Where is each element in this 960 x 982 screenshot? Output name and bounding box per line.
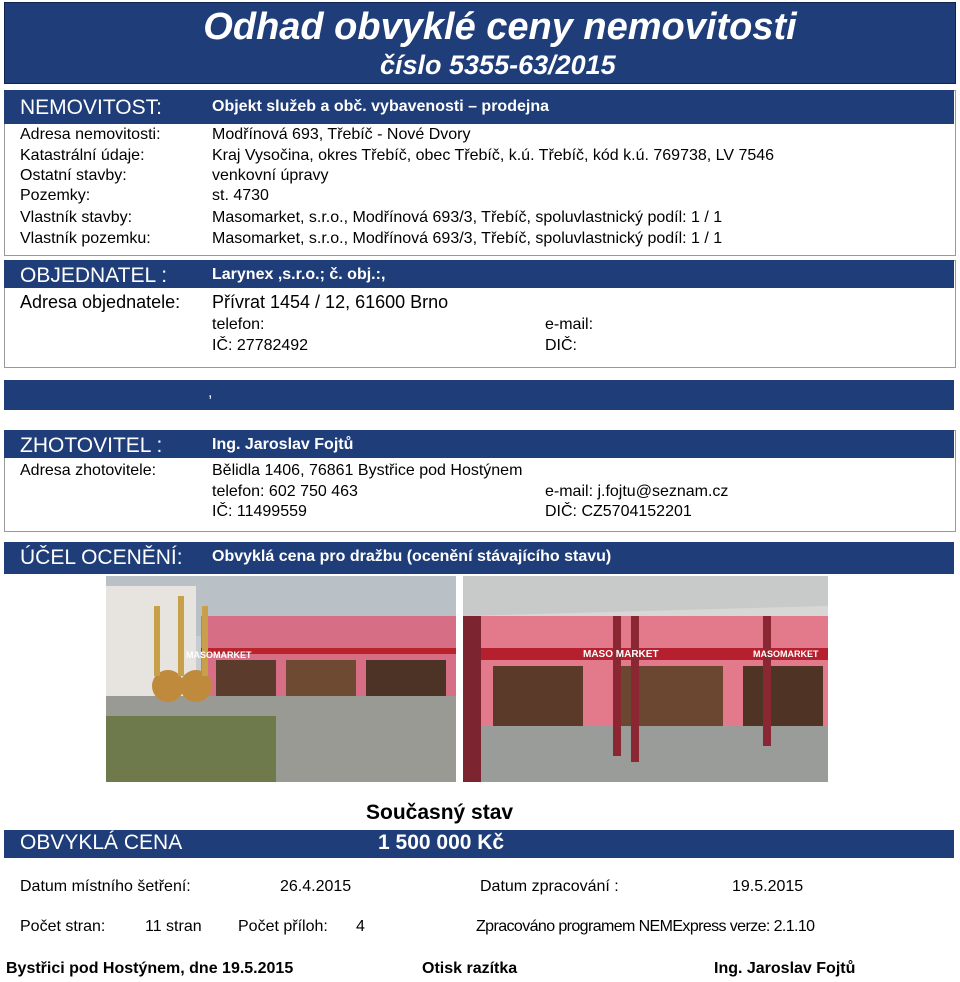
orderer-heading: OBJEDNATEL : <box>20 264 168 287</box>
orderer-phone: telefon: <box>212 316 265 333</box>
maker-ic: IČ: 11499559 <box>212 503 307 520</box>
photo-right <box>463 576 828 782</box>
property-type: Objekt služeb a obč. vybavenosti – prodejna <box>212 98 549 115</box>
photo-left <box>106 576 456 782</box>
property-label: Vlastník pozemku: <box>20 230 151 247</box>
orderer-address-label: Adresa objednatele: <box>20 292 181 312</box>
photo-sign: MASOMARKET <box>753 649 819 659</box>
property-value: st. 4730 <box>212 187 269 204</box>
purpose-heading: ÚČEL OCENĚNÍ: <box>20 546 183 569</box>
maker-email: e-mail: j.fojtu@seznam.cz <box>545 483 729 500</box>
stamp-label: Otisk razítka <box>422 960 518 977</box>
orderer-dic: DIČ: <box>545 337 577 354</box>
maker-phone: telefon: 602 750 463 <box>212 483 358 500</box>
orderer-address: Přívrat 1454 / 12, 61600 Brno <box>212 292 449 312</box>
photo-sign: MASOMARKET <box>186 650 252 660</box>
separator-text: , <box>208 384 213 401</box>
price-heading: OBVYKLÁ CENA <box>20 831 183 854</box>
price-value: 1 500 000 Kč <box>378 831 505 854</box>
property-value: Masomarket, s.r.o., Modřínová 693/3, Třebíč, spoluvlastnický podíl: 1 / 1 <box>212 209 723 226</box>
document-title: Odhad obvyklé ceny nemovitosti <box>203 6 797 48</box>
property-value: venkovní úpravy <box>212 167 329 184</box>
place-date: Bystřici pod Hostýnem, dne 19.5.2015 <box>6 960 294 977</box>
orderer-name: Larynex ,s.r.o.; č. obj.:, <box>212 266 386 283</box>
inspection-label: Datum místního šetření: <box>20 878 191 895</box>
photo-sign: MASO MARKET <box>583 649 659 660</box>
property-label: Adresa nemovitosti: <box>20 126 161 143</box>
property-heading: NEMOVITOST: <box>20 96 162 119</box>
maker-dic: DIČ: CZ5704152201 <box>545 503 692 520</box>
pages-value: 11 stran <box>145 918 202 935</box>
property-label: Vlastník stavby: <box>20 209 133 226</box>
property-value: Modřínová 693, Třebíč - Nové Dvory <box>212 126 471 143</box>
orderer-ic: IČ: 27782492 <box>212 337 309 354</box>
price-state-label: Současný stav <box>366 801 514 824</box>
pages-label: Počet stran: <box>20 918 106 935</box>
inspection-date: 26.4.2015 <box>280 878 352 895</box>
attachments-value: 4 <box>356 918 365 935</box>
property-label: Katastrální údaje: <box>20 147 145 164</box>
maker-address: Bělidla 1406, 76861 Bystřice pod Hostýnem <box>212 462 523 479</box>
processed-date: 19.5.2015 <box>732 878 804 895</box>
orderer-email: e-mail: <box>545 316 594 333</box>
signature: Ing. Jaroslav Fojtů <box>714 960 856 977</box>
maker-name: Ing. Jaroslav Fojtů <box>212 436 354 453</box>
property-value: Kraj Vysočina, okres Třebíč, obec Třebíč, k.ú. Třebíč, kód k.ú. 769738, LV 7546 <box>212 147 775 164</box>
processed-label: Datum zpracování : <box>480 878 619 895</box>
property-value: Masomarket, s.r.o., Modřínová 693/3, Třebíč, spoluvlastnický podíl: 1 / 1 <box>212 230 723 247</box>
document-number: číslo 5355-63/2015 <box>380 50 616 80</box>
attachments-label: Počet příloh: <box>238 918 328 935</box>
software-note: Zpracováno programem NEMExpress verze: 2.1.10 <box>476 918 815 935</box>
property-label: Ostatní stavby: <box>20 167 127 184</box>
maker-address-label: Adresa zhotovitele: <box>20 462 157 479</box>
property-label: Pozemky: <box>20 187 91 204</box>
maker-heading: ZHOTOVITEL : <box>20 434 163 457</box>
purpose-value: Obvyklá cena pro dražbu (ocenění stávajícího stavu) <box>212 548 612 565</box>
separator-bar <box>4 380 954 410</box>
